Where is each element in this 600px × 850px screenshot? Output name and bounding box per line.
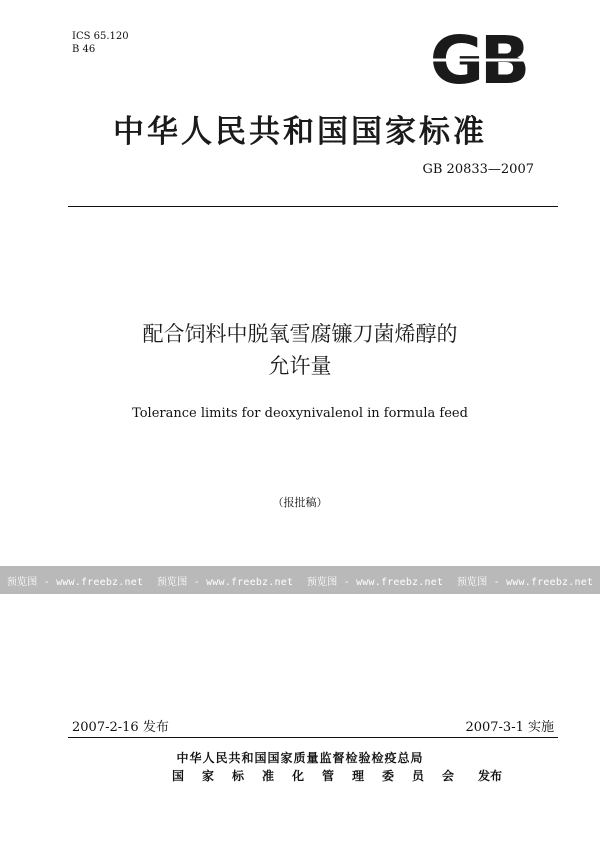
gb-logo [428, 28, 528, 90]
watermark-text: 预览图 - www.freebz.net [6, 576, 144, 588]
document-title-line2: 允许量 [268, 354, 332, 378]
issue-date: 2007-2-16 发布 [72, 720, 169, 735]
gb-logo-text: GB [429, 28, 527, 90]
issuer-line1: 中华人民共和国国家质量监督检验检疫总局 [176, 751, 424, 765]
watermark-text: 预览图 - www.freebz.net [456, 576, 594, 588]
ccs-code: B 46 [72, 44, 96, 55]
watermark-banner [0, 566, 600, 594]
header-divider [68, 206, 558, 207]
watermark-text: 预览图 - www.freebz.net [306, 576, 444, 588]
standard-number: GB 20833—2007 [422, 162, 534, 177]
footer-divider [68, 737, 558, 738]
classification-codes [72, 30, 129, 56]
issuer-action: 发布 [478, 769, 503, 783]
english-title: Tolerance limits for deoxynivalenol in formula feed [132, 406, 468, 421]
ics-code: ICS 65.120 [72, 31, 129, 42]
document-title-line1: 配合饲料中脱氧雪腐镰刀菌烯醇的 [142, 322, 458, 346]
standard-title: 中华人民共和国国家标准 [113, 114, 487, 150]
draft-status: （报批稿） [272, 496, 328, 509]
implementation-date: 2007-3-1 实施 [465, 720, 554, 735]
document-title [0, 318, 600, 382]
watermark-text: 预览图 - www.freebz.net [156, 576, 294, 588]
issuer-line2: 国家标准化管理委员会 [172, 769, 473, 783]
